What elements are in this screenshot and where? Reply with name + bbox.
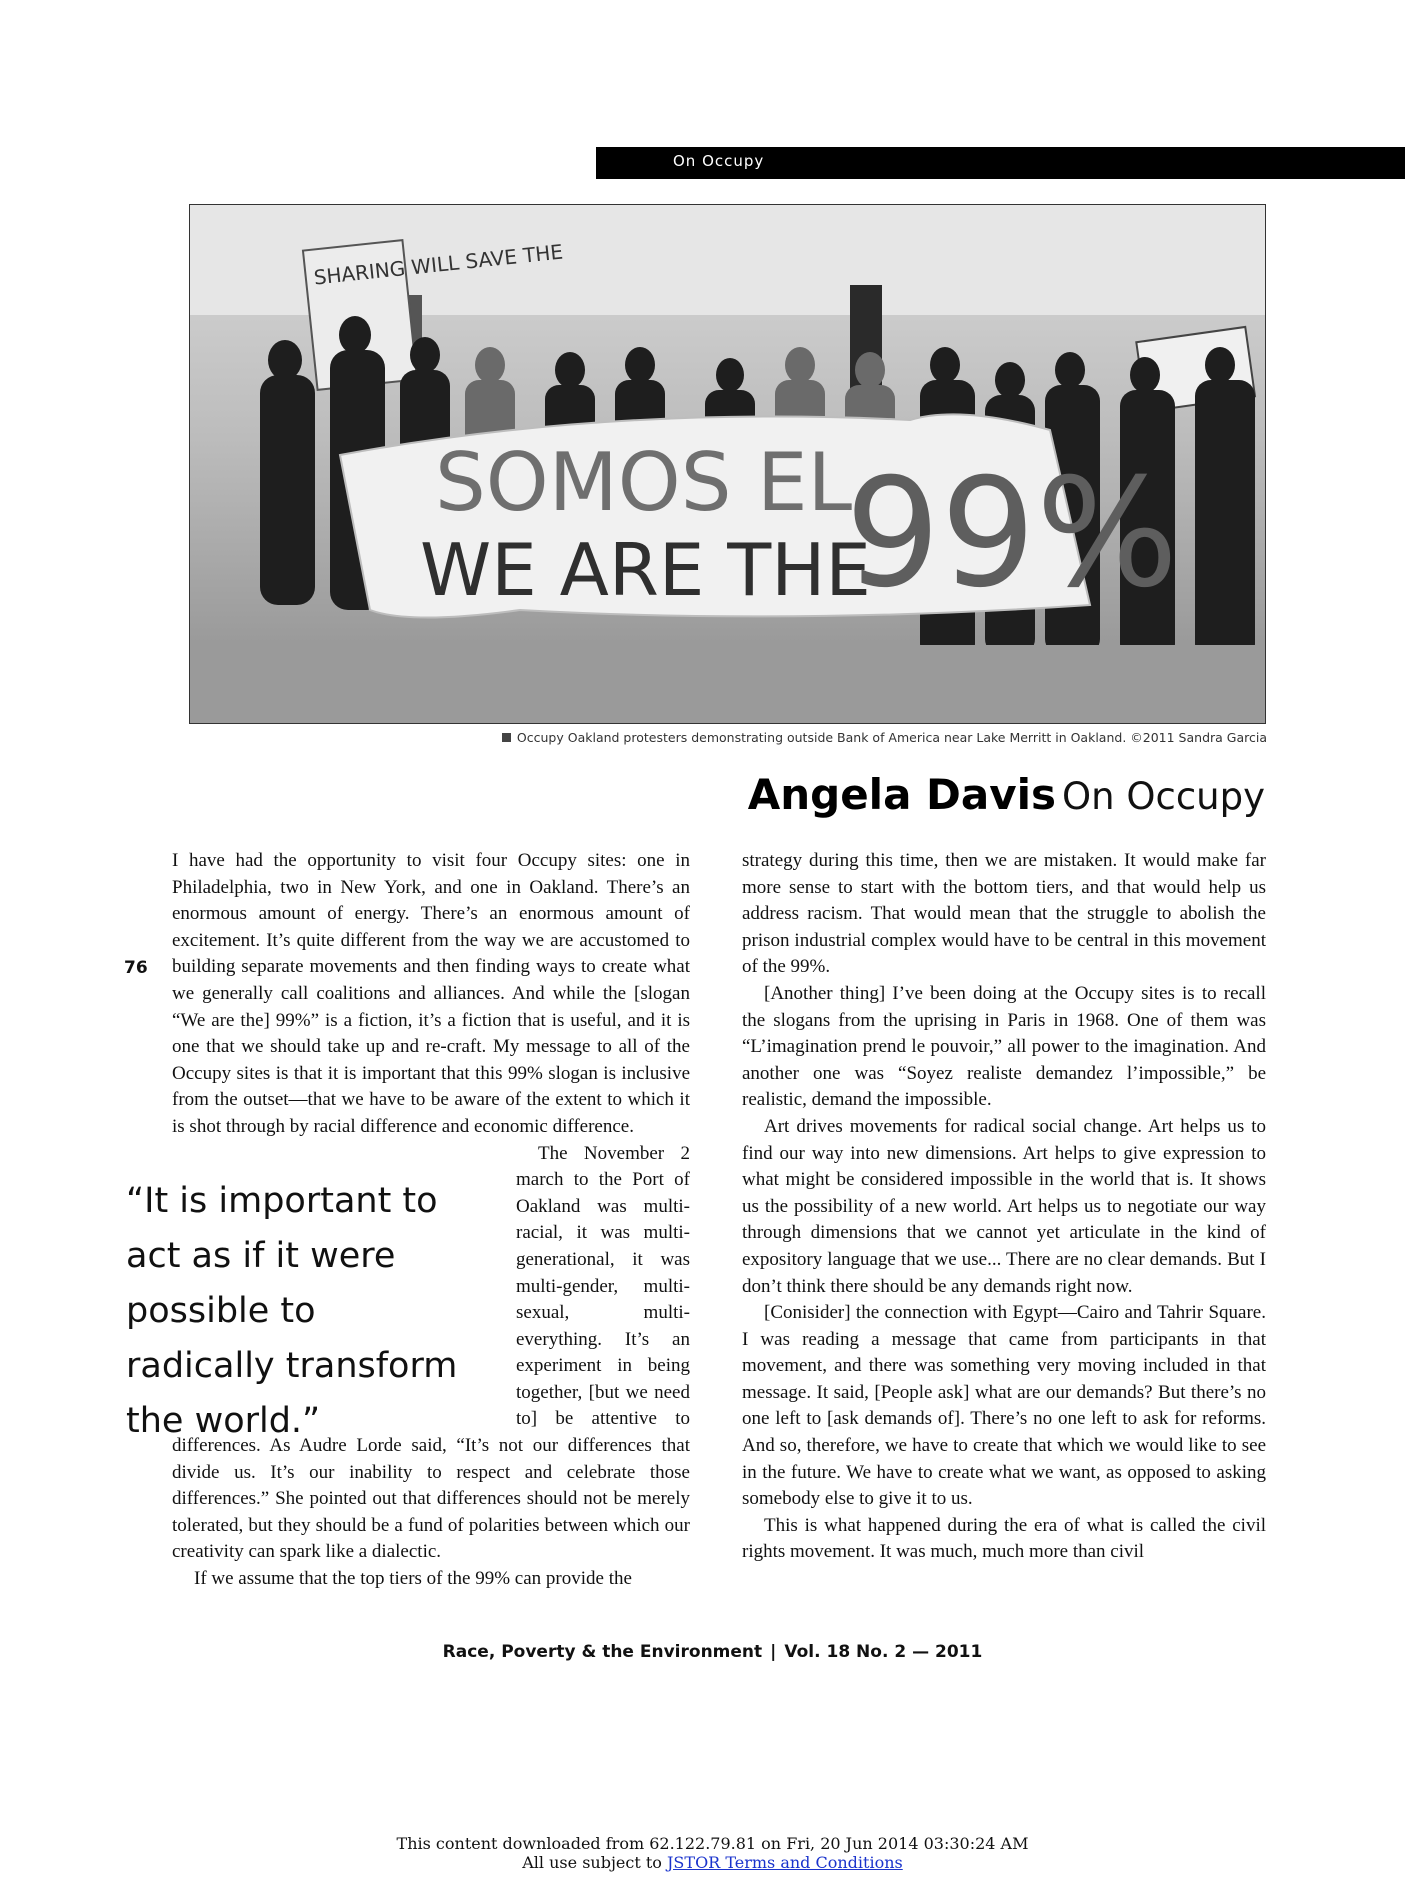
section-label: On Occupy xyxy=(673,152,765,170)
journal-footer xyxy=(0,1642,1425,1662)
footer-separator: | xyxy=(770,1642,777,1662)
jstor-notice xyxy=(0,1834,1425,1872)
paragraph-text-part1: I have had the opportunity to visit four Occupy sites: one in Philadelphia, two in New York, and one in Oakland. There’s an enormous amount of energy. There’s an enormous amount of excitement. It’s quite different from the way we are accustomed to building separate movements and then finding ways to create what we generally call coalitions and alliances. And while the [slogan “We are the] 99%” is a fiction, it’s a fiction that is useful, and it is one that we should take up and re-craft. My message to all of the Occupy sites is that it is important that this 99% slogan is inclusive from the outset—that we have to be aware of the extent to which it is shot through by racial difference and economic difference. xyxy=(172,850,690,1137)
author-name: Angela Davis xyxy=(747,770,1057,819)
paragraph: The November 2 march to the Port of Oakland was multi-racial, it was multi-generational, it was multi-gender, multi-sexual, multi-everything. It’s an experiment in being together, [but we need to] be attentive to differences. As Audre Lorde said, “It’s not our differences that divide us. It’s our inability to respect and celebrate those differences.” She pointed out that differences should not be merely tolerated, but they should be a fund of polarities between which our creativity can spark like a dialectic. xyxy=(172,1142,690,1563)
jstor-terms-link[interactable]: JSTOR Terms and Conditions xyxy=(667,1853,903,1872)
caption-text: Occupy Oakland protesters demonstrating outside Bank of America near Lake Merritt in Oakland. ©2011 Sandra Garcia xyxy=(516,730,1267,745)
terms-prefix: All use subject to xyxy=(522,1853,662,1872)
journal-issue: Vol. 18 No. 2 — 2011 xyxy=(784,1642,983,1662)
paragraph: This is what happened during the era of what is called the civil rights movement. It was much, much more than civil xyxy=(742,1514,1266,1563)
journal-name: Race, Poverty & the Environment xyxy=(442,1642,763,1662)
banner-line-2: WE ARE THE xyxy=(420,528,871,612)
banner-99-percent: 99% xyxy=(845,447,1179,621)
paragraph: [Another thing] I’ve been doing at the Occupy sites is to recall the slogans from the uprising in Paris in 1968. One of them was “L’imagination prend le pouvoir,” all power to the imagination. And another one was “Soyez realiste demandez l’impossible,” be realistic, demand the impossible. xyxy=(742,982,1266,1111)
paragraph: [Conisider] the connection with Egypt—Cairo and Tahrir Square. I was reading a message that came from participants in that movement, and there was something very moving included in that message. It said, [People ask] what are our demands? But there’s no one left to [ask demands of]. There’s no one left to ask for reforms. And so, therefore, we have to create that which we would like to see in the future. We have to create what we want, as opposed to asking somebody else to give it to us. xyxy=(742,1302,1266,1510)
download-notice: This content downloaded from 62.122.79.81 on Fri, 20 Jun 2014 03:30:24 AM xyxy=(396,1834,1029,1853)
page-number: 76 xyxy=(124,958,148,978)
paragraph: strategy during this time, then we are mistaken. It would make far more sense to start with the bottom tiers, and that would help us address racism. That would mean that the struggle to abolish the prison industrial complex would have to be central in this movement of the 99%. xyxy=(742,850,1266,978)
protest-photo xyxy=(189,204,1266,724)
article-title xyxy=(748,770,1265,819)
banner-line-1: SOMOS EL xyxy=(435,436,853,529)
photo-caption xyxy=(502,730,1267,745)
section-header-bar xyxy=(596,147,1405,179)
article-subtitle: On Occupy xyxy=(1062,775,1265,818)
paragraph: If we assume that the top tiers of the 99% can provide the xyxy=(194,1568,632,1590)
paragraph: Art drives movements for radical social change. Art helps us to find our way into new dimensions. Art helps to give expression to what might be considered impossible in the world that is. It shows us the possibility of a new world. Art helps us to negotiate our way through dimensions that we cannot yet articulate in the kind of expository language that we use... There are no clear demands. But I don’t think there should be any demands right now. xyxy=(742,1115,1266,1297)
sign-text: SHARING WILL SAVE THE xyxy=(312,239,565,290)
right-column xyxy=(742,848,1266,1566)
pull-quote: “It is important to act as if it were possible to radically transform the world.” xyxy=(126,1181,458,1441)
caption-bullet-square xyxy=(502,733,511,742)
paragraph xyxy=(172,848,690,1141)
protest-photo-illustration xyxy=(190,205,1266,724)
terms-line xyxy=(0,1853,1425,1872)
